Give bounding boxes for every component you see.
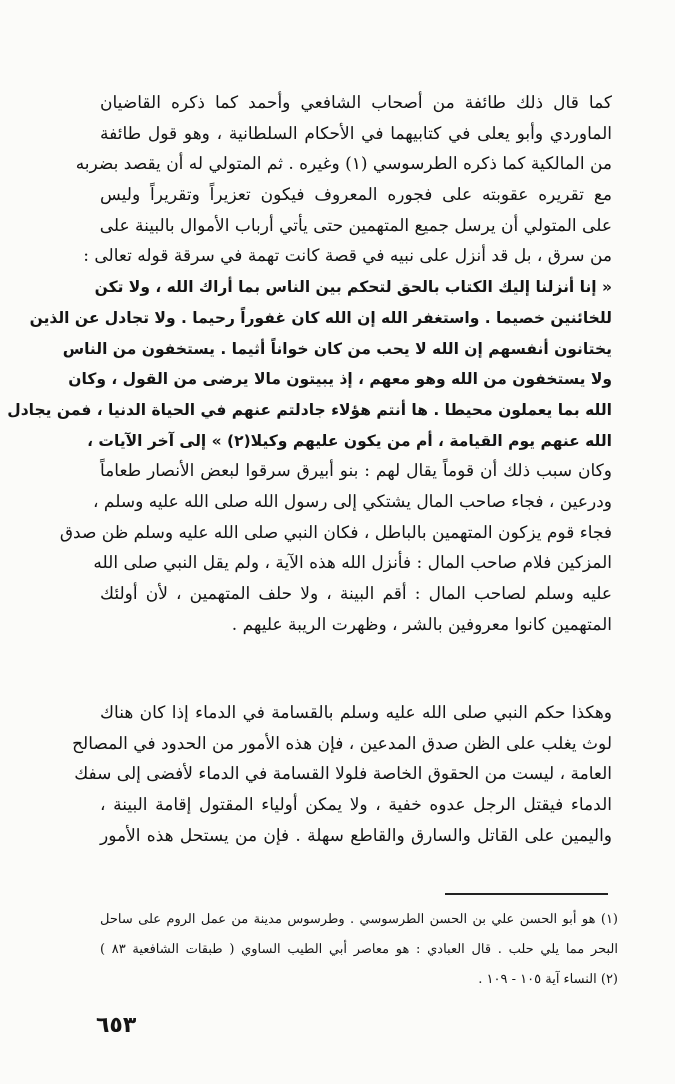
text-line: من سرق ، بل قد أنزل على نبيه في قصة كانت تهمة في سرقة قوله تعالى : (83, 246, 612, 267)
footnotes (100, 905, 618, 995)
text-line: كما قال ذلك طائفة من أصحاب الشافعي وأحمد كما ذكره القاضيان (100, 93, 612, 113)
quran-verse-line: « إنا أنزلنا إليك الكتاب بالحق لتحكم بين الناس بما أراك الله ، ولا تكن (94, 278, 612, 297)
text-line: ودرعين ، فجاء صاحب المال يشتكي إلى رسول الله صلى الله عليه وسلم ، (93, 491, 612, 512)
text-line: على المتولي أن يرسل جميع المتهمين حتى يأتي أرباب الأموال بالبينة على (99, 215, 612, 236)
text-line: وكان سبب ذلك أن قوماً يقال لهم : بنو أبيرق سرقوا لبعض الأنصار طعاماً (100, 461, 612, 482)
text-line: المتهمين كانوا معروفين بالشر ، وظهرت الريبة عليهم . (231, 614, 612, 635)
text-line: وهكذا حكم النبي صلى الله عليه وسلم بالقسامة في الدماء إذا كان هناك (100, 703, 612, 723)
text-line: واليمين على القاتل والسارق والقاطع سهلة . فإن من يستحل هذه الأمور (100, 825, 612, 846)
paragraph-2 (72, 698, 612, 851)
text-line: العامة ، ليست من الحقوق الخاصة فلولا القسامة في الدماء لأفضى إلى سفك (74, 764, 612, 785)
text-line: فجاء قوم يزكون المتهمين بالباطل ، فكان النبي صلى الله عليه وسلم ظن صدق (59, 522, 612, 543)
quran-verse-line: للخائنين خصيما . واستغفر الله إن الله كان غفوراً رحيما . ولا تجادل عن الذين (29, 308, 612, 327)
quran-verse-line: الله بما يعملون محيطا . ها أنتم هؤلاء جادلتم عنهم في الحياة الدنيا ، فمن يجادل (7, 400, 612, 419)
footnote-divider (445, 893, 608, 895)
text-line: عليه وسلم لصاحب المال : أقم البينة ، ولا حلف المتهمين ، لأن أولئك (100, 584, 612, 604)
footnote-line: (١) هو أبو الحسن علي بن الحسن الطرسوسي . وطرسوس مدينة من عمل الروم على ساحل (100, 912, 618, 927)
text-line: المزكين فلام صاحب المال : فأنزل الله هذه الآية ، ولم يقل النبي صلى الله (93, 553, 612, 574)
quran-verse-line: يختانون أنفسهم إن الله لا يحب من كان خواناً أثيما . يستخفون من الناس (62, 339, 612, 358)
footnote-line: (٢) النساء آية ١٠٥ - ١٠٩ . (478, 972, 618, 987)
text-line: مع تقريره عقوبته على فجوره المعروف فيكون تعزيراً وتقريراً وليس (100, 185, 612, 206)
text-line: من المالكية كما ذكره الطرسوسي (١) وغيره . ثم المتولي له أن يقصد بضربه (75, 154, 612, 175)
quran-verse-line: ولا يستخفون من الله وهو معهم ، إذ يبيتون مالا يرضى من القول ، وكان (68, 370, 612, 389)
quran-verse-line: الله عنهم يوم القيامة ، أم من يكون عليهم وكيلا(٢) » إلى آخر الآيات ، (87, 431, 612, 450)
footnote-line: البحر مما يلي حلب . قال العبادي : هو معاصر أبي الطيب الساوي ( طبقات الشافعية ٨٣ ) (100, 942, 618, 957)
paragraph-1 (7, 88, 612, 640)
text-line: لوث يغلب على الظن صدق المدعين ، فإن هذه الأمور من الحدود في المصالح (72, 733, 612, 754)
page-number: ٦٥٣ (96, 1013, 137, 1038)
text-line: الدماء فيقتل الرجل عدوه خفية ، ولا يمكن أولياء المقتول إقامة البينة ، (100, 795, 612, 816)
text-line: الماوردي وأبو يعلى في كتابيهما في الأحكام السلطانية ، وهو قول طائفة (100, 123, 612, 144)
